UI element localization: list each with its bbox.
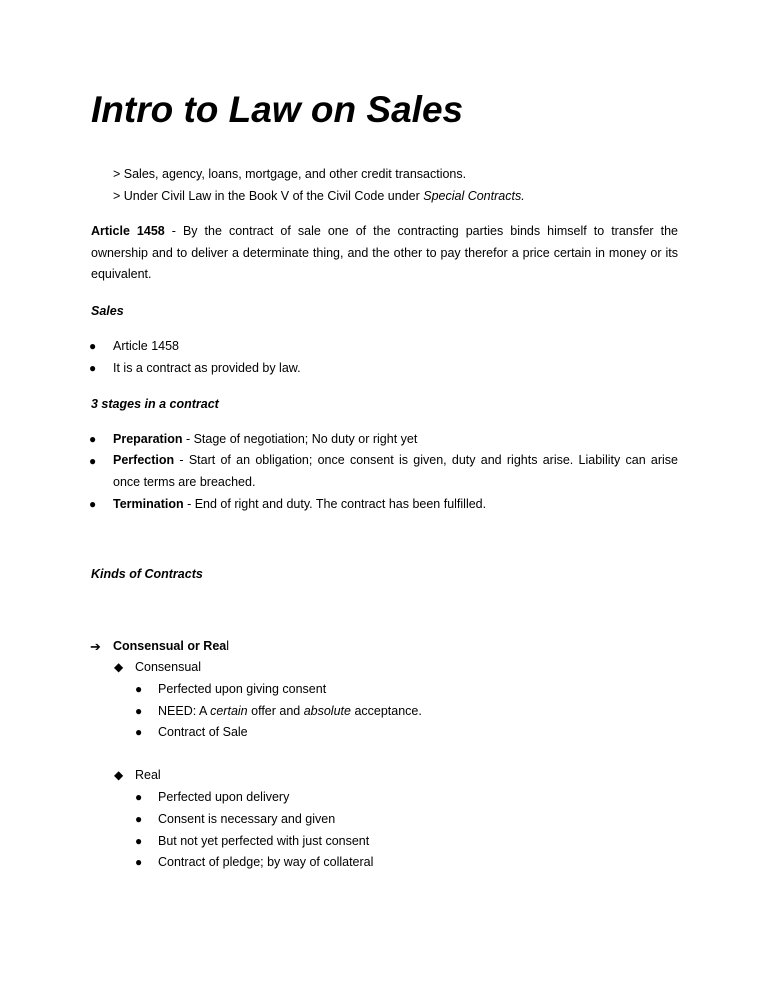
kinds-heading: Kinds of Contracts bbox=[91, 567, 203, 581]
sales-heading: Sales bbox=[91, 304, 124, 318]
intro-line-2 bbox=[113, 189, 525, 204]
article-label: Article 1458 bbox=[91, 224, 165, 238]
stages-heading: 3 stages in a contract bbox=[91, 397, 219, 411]
article-text: - By the contract of sale one of the contracting parties binds himself to transfer the ownership and to deliver a determinate thing, and the other to pay therefor a price certain in money or its equivalent. bbox=[91, 224, 678, 281]
stage-term: Perfection bbox=[113, 453, 175, 467]
real-item-2: Consent is necessary and given bbox=[158, 812, 336, 826]
consensual-item-2-emphasis: absolute bbox=[303, 704, 351, 718]
bullet-icon: ● bbox=[135, 682, 143, 696]
article-paragraph bbox=[91, 221, 678, 286]
bullet-icon: ● bbox=[135, 790, 143, 804]
stage-preparation bbox=[113, 432, 417, 447]
consensual-item-3: Contract of Sale bbox=[158, 725, 248, 739]
bullet-icon: ● bbox=[135, 834, 143, 848]
bullet-icon: ● bbox=[89, 432, 97, 446]
real-item-1: Perfected upon delivery bbox=[158, 790, 290, 804]
page-title: Intro to Law on Sales bbox=[91, 89, 464, 130]
stage-text: - End of right and duty. The contract has been fulfilled. bbox=[183, 497, 487, 511]
intro-line-1-text: > Sales, agency, loans, mortgage, and other credit transactions. bbox=[113, 167, 467, 181]
sales-item-2: It is a contract as provided by law. bbox=[113, 361, 301, 375]
diamond-icon: ◆ bbox=[114, 768, 124, 782]
consensual-item-2-part: offer and bbox=[247, 704, 304, 718]
kinds-group-label-bold: Consensual or Rea bbox=[113, 639, 227, 653]
real-label: Real bbox=[135, 768, 161, 782]
intro-line-2-text: > Under Civil Law in the Book V of the Civil Code under bbox=[113, 189, 424, 203]
bullet-icon: ● bbox=[89, 454, 97, 468]
bullet-icon: ● bbox=[135, 812, 143, 826]
bullet-icon: ● bbox=[89, 497, 97, 511]
bullet-icon: ● bbox=[89, 339, 97, 353]
sales-item-1: Article 1458 bbox=[113, 339, 180, 353]
intro-line-2-emphasis: Special Contracts. bbox=[423, 189, 525, 203]
stage-term: Termination bbox=[113, 497, 184, 511]
consensual-item-1: Perfected upon giving consent bbox=[158, 682, 327, 696]
real-item-3: But not yet perfected with just consent bbox=[158, 834, 370, 848]
consensual-item-2 bbox=[158, 704, 422, 719]
stage-termination bbox=[113, 497, 486, 512]
stage-perfection bbox=[113, 450, 678, 493]
bullet-icon: ● bbox=[89, 361, 97, 375]
arrow-right-icon: ➔ bbox=[90, 639, 101, 654]
bullet-icon: ● bbox=[135, 855, 143, 869]
consensual-item-2-part: NEED: A bbox=[158, 704, 211, 718]
diamond-icon: ◆ bbox=[114, 660, 124, 674]
intro-line-1 bbox=[113, 167, 466, 182]
kinds-group-label bbox=[113, 639, 229, 654]
consensual-item-2-emphasis: certain bbox=[210, 704, 248, 718]
kinds-group-label-plain: l bbox=[226, 639, 230, 653]
stage-text: - Stage of negotiation; No duty or right yet bbox=[182, 432, 418, 446]
bullet-icon: ● bbox=[135, 725, 143, 739]
consensual-item-2-part: acceptance. bbox=[350, 704, 422, 718]
real-item-4: Contract of pledge; by way of collateral bbox=[158, 855, 374, 869]
consensual-label: Consensual bbox=[135, 660, 202, 674]
stage-text: - Start of an obligation; once consent is given, duty and rights arise. Liability can arise once terms are breached. bbox=[113, 453, 678, 489]
bullet-icon: ● bbox=[135, 704, 143, 718]
stage-term: Preparation bbox=[113, 432, 183, 446]
